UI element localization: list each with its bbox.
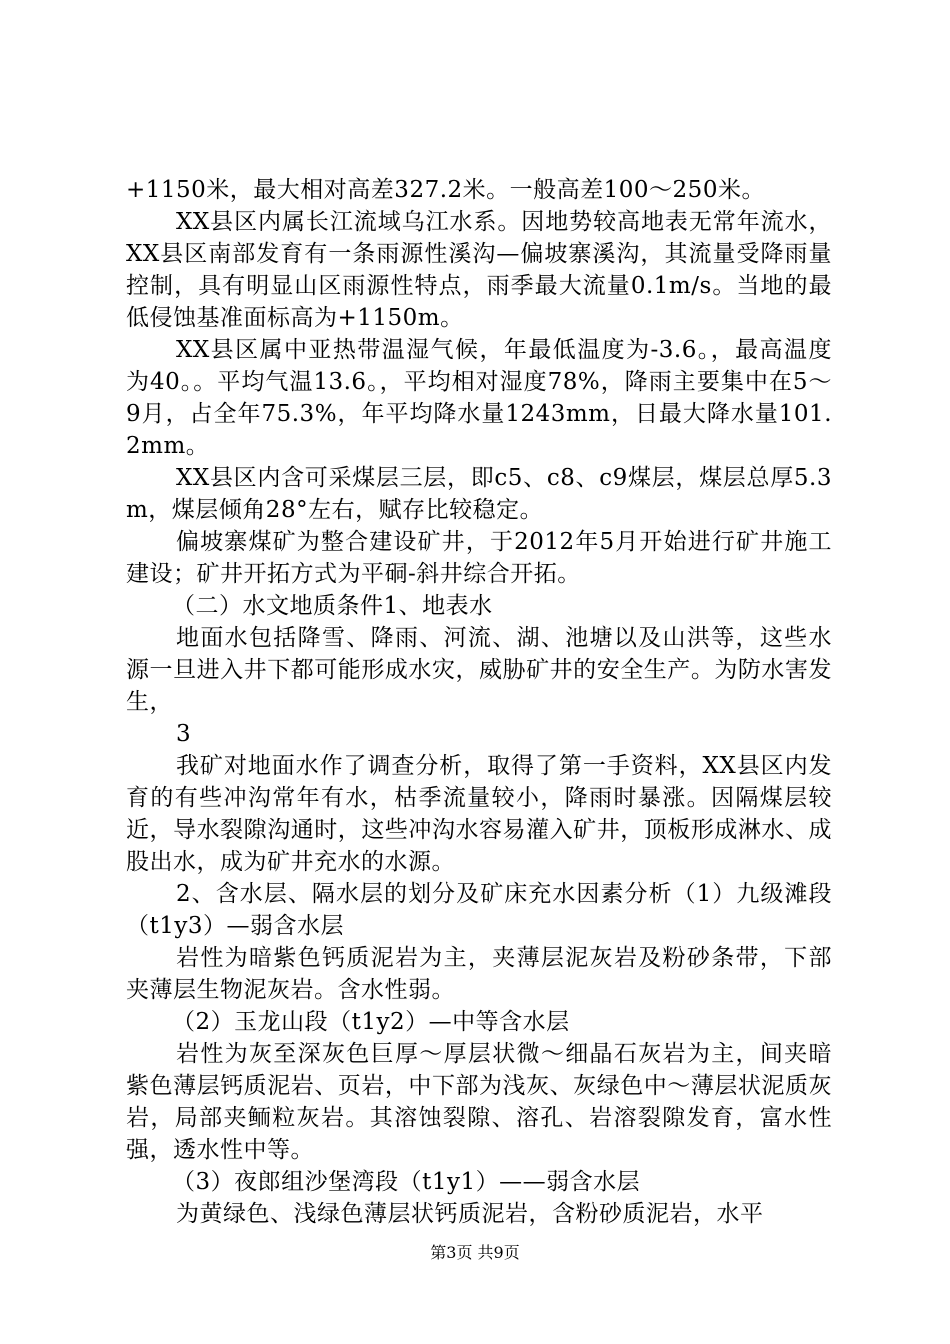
paragraph-shabaowan: 为黄绿色、浅绿色薄层状钙质泥岩，含粉砂质泥岩，水平: [176, 1201, 764, 1227]
section-heading-aquifers: 2、含水层、隔水层的划分及矿床充水因素分析（1）九级滩段（t1y3）—弱含水层: [126, 881, 832, 939]
paragraph-climate: XX县区属中亚热带温湿气候，年最低温度为-3.6。，最高温度为40。。平均气温13.6。，平均相对湿度78%，降雨主要集中在5～9月，占全年75.3%，年平均降水量1243mm，日最大降水量101.2mm。: [126, 337, 832, 459]
section-heading-hydrogeology: （二）水文地质条件1、地表水: [172, 593, 493, 619]
paragraph-yulongshan: 岩性为灰至深灰色巨厚～厚层状微～细晶石灰岩为主，间夹暗紫色薄层钙质泥岩、页岩，中下部为浅灰、灰绿色中～薄层状泥质灰岩，局部夹鲕粒灰岩。其溶蚀裂隙、溶孔、岩溶裂隙发育，富水性强，透水性中等。: [126, 1041, 832, 1163]
subheading-shabaowan: （3）夜郎组沙堡湾段（t1y1）——弱含水层: [172, 1169, 641, 1195]
paragraph-mine-construction: 偏坡寨煤矿为整合建设矿井，于2012年5月开始进行矿井施工建设；矿井开拓方式为平硐-斜井综合开拓。: [126, 529, 832, 587]
paragraph-elevation: +1150米，最大相对高差327.2米。一般高差100～250米。: [126, 177, 765, 203]
paragraph-jiujitan: 岩性为暗紫色钙质泥岩为主，夹薄层泥灰岩及粉砂条带，下部夹薄层生物泥灰岩。含水性弱。: [126, 945, 832, 1003]
paragraph-water-system: XX县区内属长江流域乌江水系。因地势较高地表无常年流水，XX县区南部发育有一条雨源性溪沟—偏坡寨溪沟，其流量受降雨量控制，具有明显山区雨源性特点，雨季最大流量0.1m/s。当地的最低侵蚀基准面标高为+1150m。: [126, 209, 832, 331]
page-footer: 第3页 共9页: [430, 1243, 520, 1262]
paragraph-surface-water: 地面水包括降雪、降雨、河流、湖、池塘以及山洪等，这些水源一旦进入井下都可能形成水灾，威胁矿井的安全生产。为防水害发生，: [126, 625, 832, 715]
document-body: [126, 174, 832, 1230]
inline-page-number: 3: [176, 721, 192, 747]
paragraph-survey-analysis: 我矿对地面水作了调查分析，取得了第一手资料，XX县区内发育的有些冲沟常年有水，枯季流量较小，降雨时暴涨。因隔煤层较近，导水裂隙沟通时，这些冲沟水容易灌入矿井，顶板形成淋水、成股出水，成为矿井充水的水源。: [126, 753, 832, 875]
paragraph-coal-seams: XX县区内含可采煤层三层，即c5、c8、c9煤层，煤层总厚5.3m，煤层倾角28°左右，赋存比较稳定。: [126, 465, 832, 523]
subheading-yulongshan: （2）玉龙山段（t1y2）—中等含水层: [172, 1009, 570, 1035]
